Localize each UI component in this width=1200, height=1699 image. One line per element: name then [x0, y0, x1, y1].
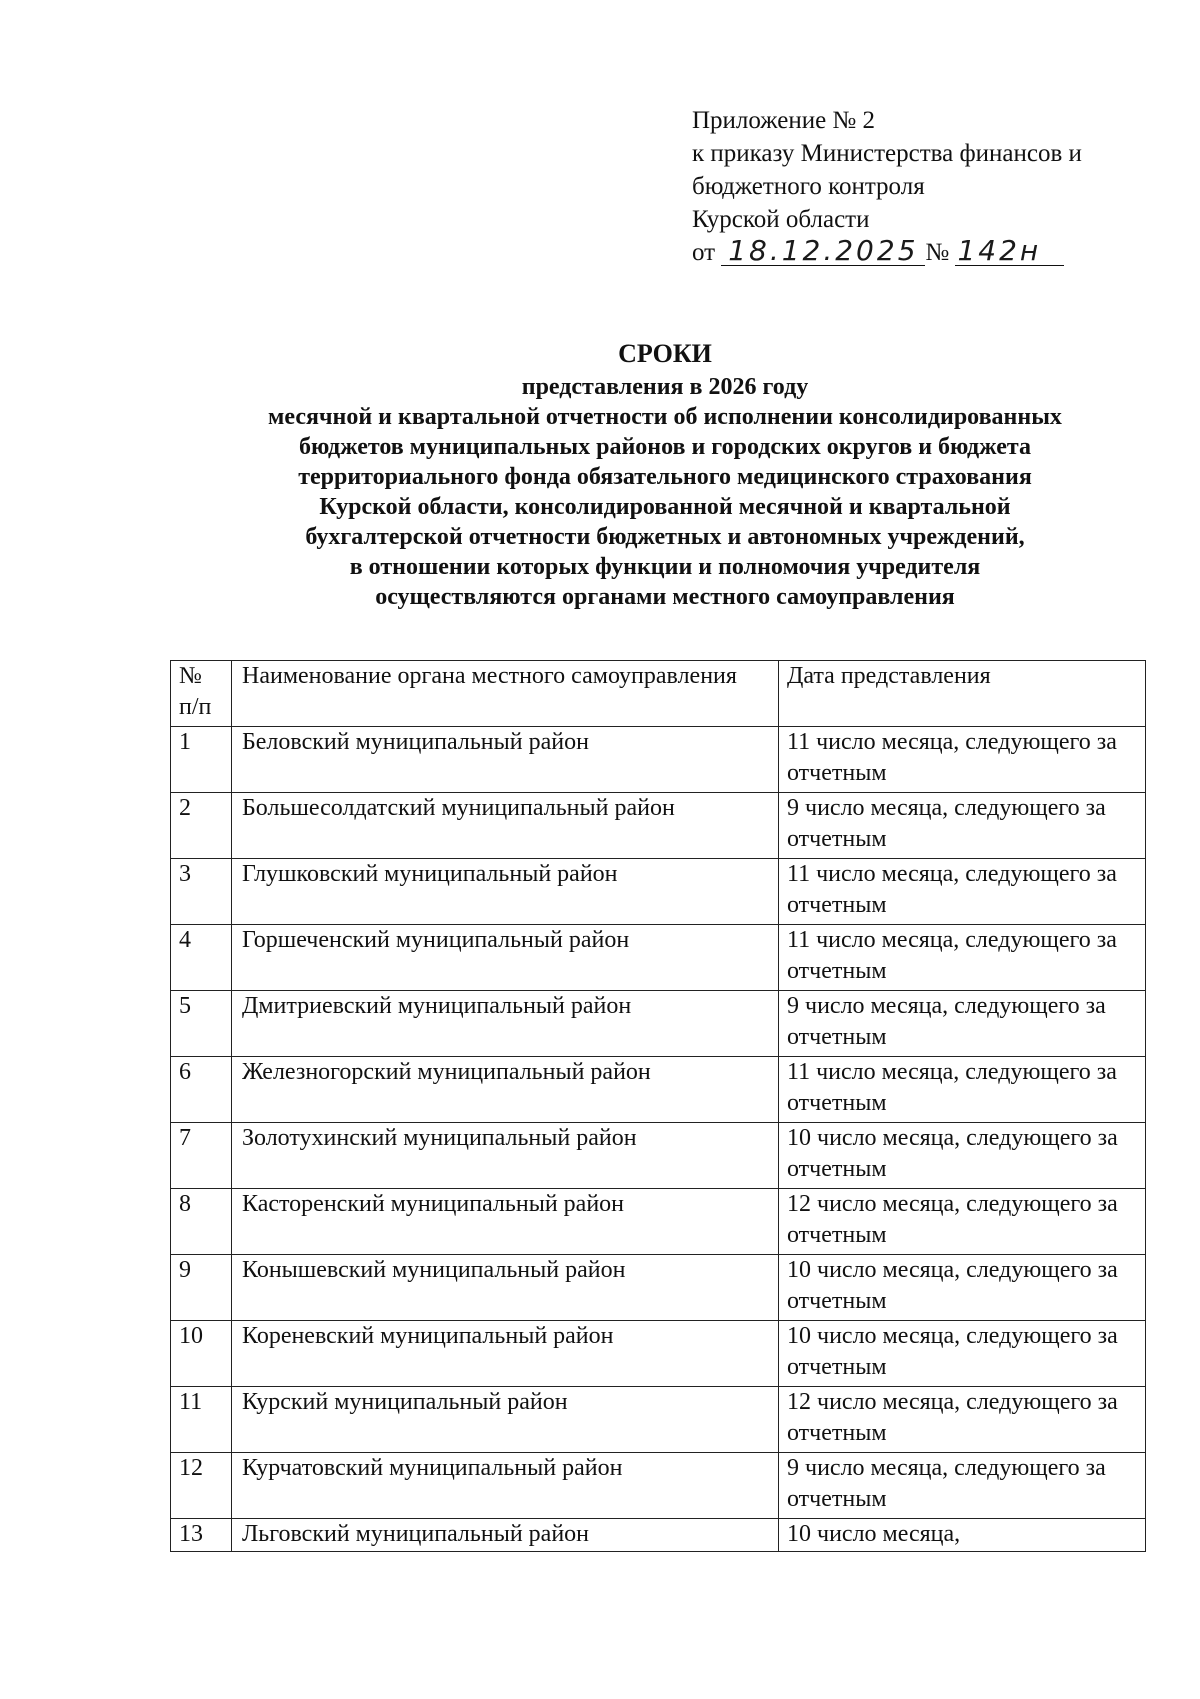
- table-row: [171, 1453, 1146, 1519]
- appendix-header: [692, 104, 1082, 269]
- title-main: СРОКИ: [618, 339, 712, 368]
- header-date: Дата представления: [779, 661, 1146, 727]
- row-num: 7: [171, 1123, 232, 1189]
- row-date: 11 число месяца, следующего за отчетным: [779, 727, 1146, 793]
- row-name: Горшеченский муниципальный район: [232, 925, 779, 991]
- row-name: Конышевский муниципальный район: [232, 1255, 779, 1321]
- table-row: [171, 991, 1146, 1057]
- table-row: [171, 1255, 1146, 1321]
- title-line: Курской области, консолидированной месячной и квартальной: [319, 494, 1011, 520]
- row-num: 4: [171, 925, 232, 991]
- row-name: Глушковский муниципальный район: [232, 859, 779, 925]
- row-date: 9 число месяца, следующего за отчетным: [779, 991, 1146, 1057]
- handwritten-date: 18.12.2025: [721, 237, 925, 266]
- title-line: представления в 2026 году: [521, 374, 809, 400]
- row-date: 11 число месяца, следующего за отчетным: [779, 859, 1146, 925]
- row-name: Беловский муниципальный район: [232, 727, 779, 793]
- row-num: 1: [171, 727, 232, 793]
- row-date: 10 число месяца, следующего за отчетным: [779, 1255, 1146, 1321]
- appendix-order-ref: к приказу Министерства финансов и: [692, 140, 1082, 167]
- appendix-order-ref-cont: бюджетного контроля: [692, 173, 925, 200]
- table-row: [171, 1057, 1146, 1123]
- row-name: Касторенский муниципальный район: [232, 1189, 779, 1255]
- table-row: [171, 925, 1146, 991]
- table-row: [171, 1321, 1146, 1387]
- row-num: 2: [171, 793, 232, 859]
- row-num: 12: [171, 1453, 232, 1519]
- row-name: Льговский муниципальный район: [232, 1519, 779, 1552]
- appendix-number: Приложение № 2: [692, 107, 876, 134]
- row-num: 6: [171, 1057, 232, 1123]
- handwritten-number: 142н: [955, 237, 1064, 266]
- table-row: [171, 859, 1146, 925]
- row-num: 10: [171, 1321, 232, 1387]
- appendix-date-line: [692, 236, 1082, 269]
- table-row: [171, 1123, 1146, 1189]
- row-name: Железногорский муниципальный район: [232, 1057, 779, 1123]
- row-name: Большесолдатский муниципальный район: [232, 793, 779, 859]
- table-row: [171, 727, 1146, 793]
- table-row: [171, 1519, 1146, 1552]
- table-header-row: [171, 661, 1146, 727]
- row-name: Курский муниципальный район: [232, 1387, 779, 1453]
- row-date: 12 число месяца, следующего за отчетным: [779, 1387, 1146, 1453]
- row-date: 10 число месяца,: [779, 1519, 1146, 1552]
- row-date: 12 число месяца, следующего за отчетным: [779, 1189, 1146, 1255]
- row-date: 11 число месяца, следующего за отчетным: [779, 1057, 1146, 1123]
- appendix-region: Курской области: [692, 206, 870, 233]
- title-line: бюджетов муниципальных районов и городских округов и бюджета: [299, 434, 1031, 460]
- document-title: [150, 336, 1180, 612]
- row-num: 9: [171, 1255, 232, 1321]
- row-name: Золотухинский муниципальный район: [232, 1123, 779, 1189]
- row-date: 11 число месяца, следующего за отчетным: [779, 925, 1146, 991]
- table-row: [171, 793, 1146, 859]
- row-name: Курчатовский муниципальный район: [232, 1453, 779, 1519]
- table-row: [171, 1189, 1146, 1255]
- table-row: [171, 1387, 1146, 1453]
- title-line: осуществляются органами местного самоуправления: [375, 584, 955, 610]
- row-num: 13: [171, 1519, 232, 1552]
- row-num: 5: [171, 991, 232, 1057]
- row-date: 9 число месяца, следующего за отчетным: [779, 1453, 1146, 1519]
- title-line: в отношении которых функции и полномочия учредителя: [349, 554, 981, 580]
- header-num: № п/п: [171, 661, 232, 727]
- number-prefix: №: [925, 239, 950, 266]
- row-date: 9 число месяца, следующего за отчетным: [779, 793, 1146, 859]
- deadlines-table: [170, 660, 1146, 1552]
- row-name: Кореневский муниципальный район: [232, 1321, 779, 1387]
- row-num: 11: [171, 1387, 232, 1453]
- title-line: территориального фонда обязательного медицинского страхования: [298, 464, 1032, 490]
- row-name: Дмитриевский муниципальный район: [232, 991, 779, 1057]
- row-num: 3: [171, 859, 232, 925]
- date-prefix: от: [692, 239, 716, 266]
- row-num: 8: [171, 1189, 232, 1255]
- title-line: бухгалтерской отчетности бюджетных и автономных учреждений,: [305, 524, 1025, 550]
- title-line: месячной и квартальной отчетности об исполнении консолидированных: [268, 404, 1062, 430]
- header-name: Наименование органа местного самоуправления: [232, 661, 779, 727]
- row-date: 10 число месяца, следующего за отчетным: [779, 1321, 1146, 1387]
- row-date: 10 число месяца, следующего за отчетным: [779, 1123, 1146, 1189]
